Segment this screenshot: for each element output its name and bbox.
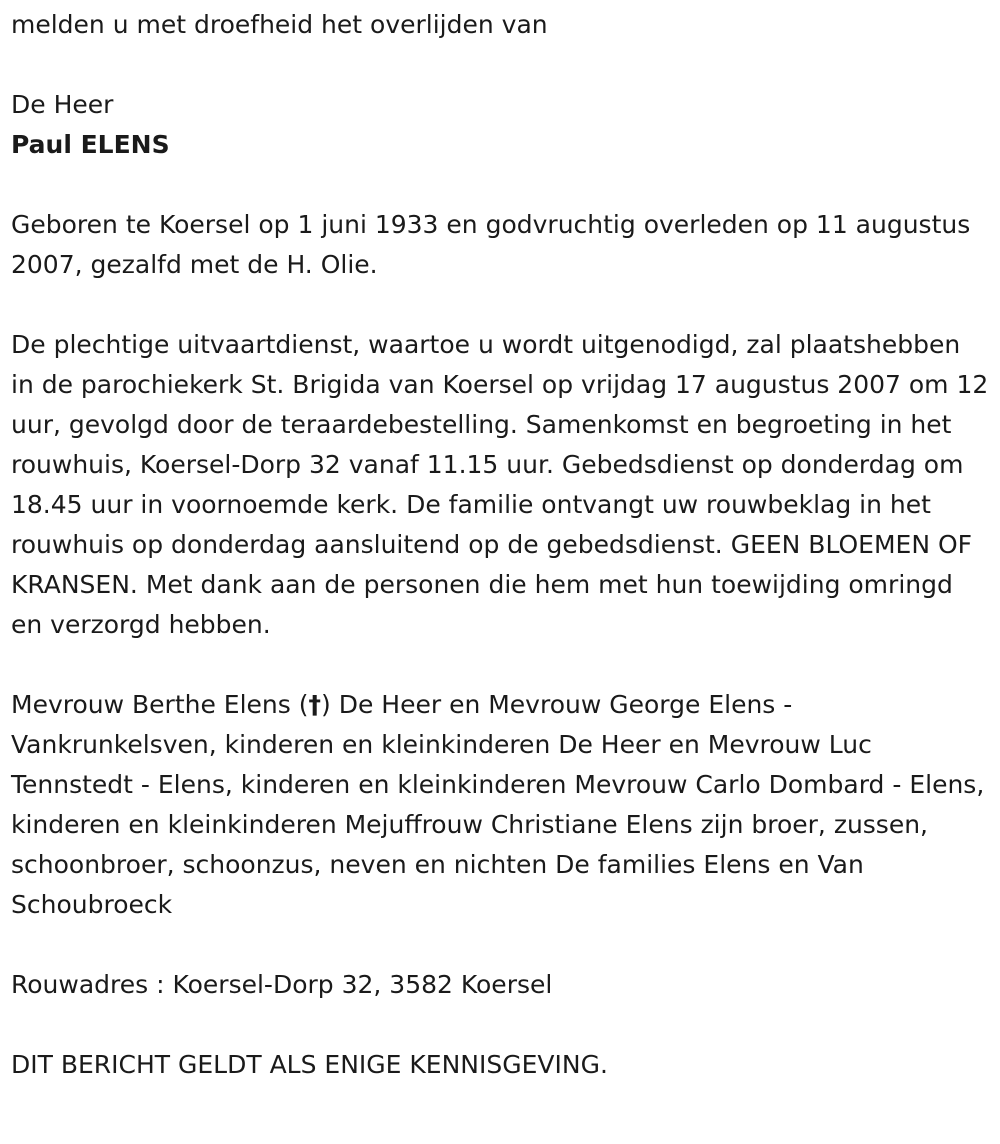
spacer [11,285,990,325]
intro-text: melden u met droefheid het overlijden van [11,10,548,39]
family-spouse: Mevrouw Berthe Elens ( [11,690,309,719]
spacer [11,165,990,205]
cross-icon: † [308,690,321,719]
funeral-details: De plechtige uitvaartdienst, waartoe u wordt uitgenodigd, zal plaatshebben in de parochiekerk St. Brigida van Koersel op vrijdag 17 augustus 2007 om 12 uur, gevolgd door de teraardebestelling. Samenkomst en begroeting in het rouwhuis, Koersel-Dorp 32 vanaf 11.15 uur. Gebedsdienst op donderdag om 18.45 uur in voornoemde kerk. De familie ontvangt uw rouwbeklag in het rouwhuis op donderdag aansluitend op de gebedsdienst. GEEN BLOEMEN OF KRANSEN. Met dank aan de personen die hem met hun toewijding omringd en verzorgd hebben. [11,330,989,639]
mourning-address: Rouwadres : Koersel-Dorp 32, 3582 Koersel [11,970,553,999]
spacer [11,925,990,965]
birth-death-text: Geboren te Koersel op 1 juni 1933 en godvruchtig overleden op 11 augustus 2007, gezalfd met de H. Olie. [11,210,971,279]
deceased-name: Paul ELENS [11,130,170,159]
deceased-title: De Heer [11,90,114,119]
notice-text: DIT BERICHT GELDT ALS ENIGE KENNISGEVING. [11,1050,608,1079]
spacer [11,45,990,85]
family-members [11,685,990,925]
spacer [11,1005,990,1045]
spacer [11,645,990,685]
family-rest: ) De Heer en Mevrouw George Elens - Vankrunkelsven, kinderen en kleinkinderen De Heer en Mevrouw Luc Tennstedt - Elens, kinderen en kleinkinderen Mevrouw Carlo Dombard - Elens, kinderen en kleinkinderen Mejuffrouw Christiane Elens zijn broer, zussen, schoonbroer, schoonzus, neven en nichten De families Elens en Van Schoubroeck [11,690,985,919]
